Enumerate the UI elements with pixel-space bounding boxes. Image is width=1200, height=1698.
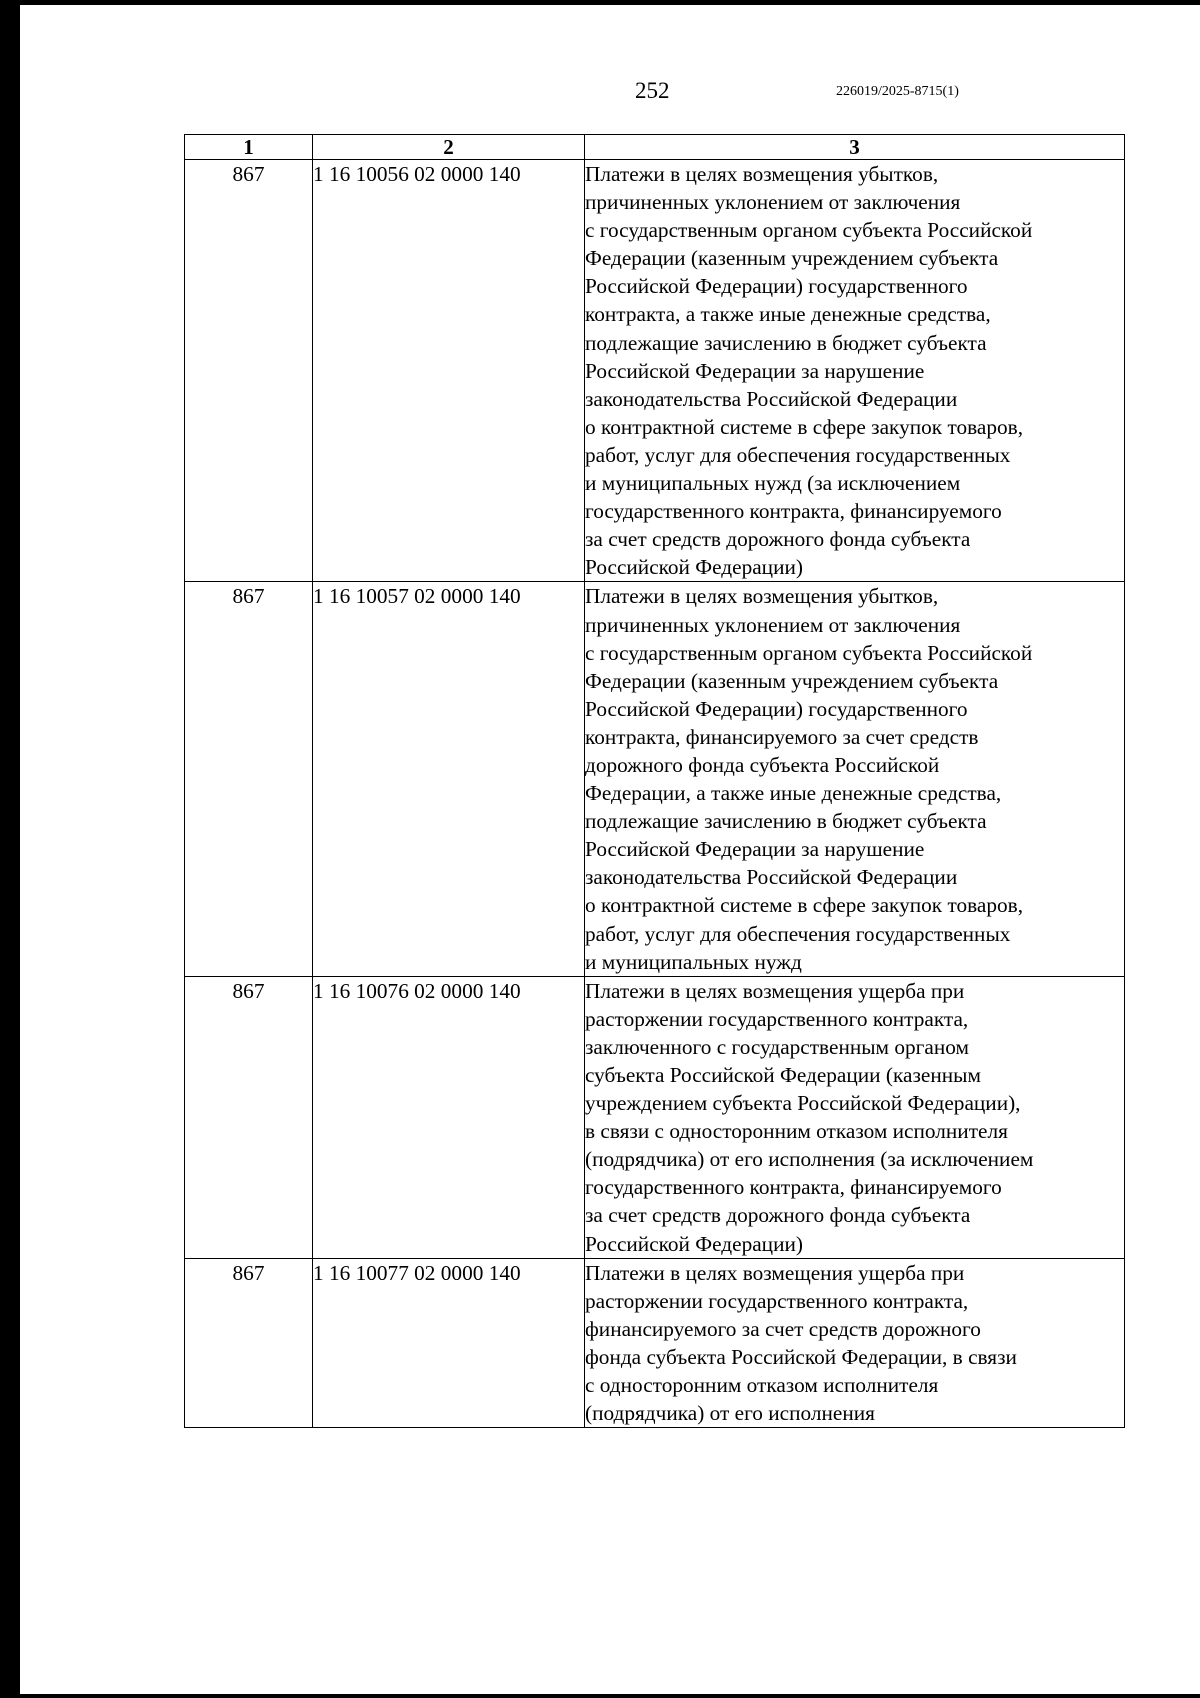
admin-code-cell: 867 bbox=[185, 1258, 313, 1428]
description-line: Российской Федерации) bbox=[585, 1231, 803, 1256]
table-row bbox=[185, 582, 1125, 976]
description-line: (подрядчика) от его исполнения (за исключением bbox=[585, 1147, 1034, 1172]
description-line: подлежащие зачислению в бюджет субъекта bbox=[585, 330, 987, 355]
document-id: 226019/2025-8715(1) bbox=[836, 84, 959, 99]
table-row bbox=[185, 1258, 1125, 1428]
admin-code-cell: 867 bbox=[185, 582, 313, 976]
description-line: заключенного с государственным органом bbox=[585, 1034, 969, 1059]
description-line: Платежи в целях возмещения ущерба при bbox=[585, 1260, 965, 1285]
kbk-code-cell: 1 16 10076 02 0000 140 bbox=[313, 976, 585, 1258]
description-cell bbox=[585, 582, 1125, 976]
description-line: государственного контракта, финансируемого bbox=[585, 499, 1002, 524]
description-line: в связи с односторонним отказом исполнителя bbox=[585, 1119, 1008, 1144]
description-line: Российской Федерации за нарушение bbox=[585, 837, 925, 862]
description-line: расторжении государственного контракта, bbox=[585, 1288, 969, 1313]
description-line: законодательства Российской Федерации bbox=[585, 386, 958, 411]
description-line: (подрядчика) от его исполнения bbox=[585, 1401, 875, 1426]
description-line: контракта, финансируемого за счет средств bbox=[585, 724, 979, 749]
column-header-1: 1 bbox=[185, 135, 313, 160]
kbk-code-cell: 1 16 10077 02 0000 140 bbox=[313, 1258, 585, 1428]
description-line: причиненных уклонением от заключения bbox=[585, 190, 961, 215]
description-line: и муниципальных нужд (за исключением bbox=[585, 471, 961, 496]
description-line: законодательства Российской Федерации bbox=[585, 865, 958, 890]
description-line: Федерации (казенным учреждением субъекта bbox=[585, 668, 999, 693]
budget-codes-table bbox=[184, 134, 1125, 1428]
admin-code-cell: 867 bbox=[185, 160, 313, 582]
admin-code-cell: 867 bbox=[185, 976, 313, 1258]
description-cell bbox=[585, 976, 1125, 1258]
description-line: работ, услуг для обеспечения государственных bbox=[585, 921, 1011, 946]
description-line: контракта, а также иные денежные средства, bbox=[585, 302, 991, 327]
description-line: причиненных уклонением от заключения bbox=[585, 612, 961, 637]
description-line: Платежи в целях возмещения убытков, bbox=[585, 584, 939, 609]
description-line: Российской Федерации) bbox=[585, 555, 803, 580]
description-line: подлежащие зачислению в бюджет субъекта bbox=[585, 809, 987, 834]
table-header-row bbox=[185, 135, 1125, 160]
description-line: субъекта Российской Федерации (казенным bbox=[585, 1063, 981, 1087]
kbk-code-cell: 1 16 10057 02 0000 140 bbox=[313, 582, 585, 976]
scan-border-top bbox=[0, 0, 1200, 5]
table-body bbox=[185, 160, 1125, 1428]
page-header bbox=[0, 78, 1200, 108]
scan-border-bottom bbox=[0, 1694, 1200, 1698]
description-line: расторжении государственного контракта, bbox=[585, 1006, 969, 1031]
description-line: о контрактной системе в сфере закупок товаров, bbox=[585, 893, 1024, 918]
kbk-code-cell: 1 16 10056 02 0000 140 bbox=[313, 160, 585, 582]
description-line: учреждением субъекта Российской Федерации), bbox=[585, 1091, 1021, 1116]
description-line: Платежи в целях возмещения ущерба при bbox=[585, 978, 965, 1003]
description-line: Российской Федерации за нарушение bbox=[585, 358, 925, 383]
description-line: Федерации (казенным учреждением субъекта bbox=[585, 246, 999, 271]
description-line: о контрактной системе в сфере закупок товаров, bbox=[585, 414, 1024, 439]
table-row bbox=[185, 160, 1125, 582]
scan-border-left bbox=[0, 0, 20, 1698]
description-cell bbox=[585, 1258, 1125, 1428]
description-line: за счет средств дорожного фонда субъекта bbox=[585, 1203, 971, 1228]
description-line: Российской Федерации) государственного bbox=[585, 274, 968, 299]
page-number: 252 bbox=[635, 78, 670, 103]
column-header-3: 3 bbox=[585, 135, 1125, 160]
description-line: за счет средств дорожного фонда субъекта bbox=[585, 527, 971, 552]
description-line: Российской Федерации) государственного bbox=[585, 696, 968, 721]
description-line: государственного контракта, финансируемого bbox=[585, 1175, 1002, 1200]
description-line: Платежи в целях возмещения убытков, bbox=[585, 162, 939, 186]
description-line: и муниципальных нужд bbox=[585, 949, 802, 974]
description-line: фонда субъекта Российской Федерации, в связи bbox=[585, 1344, 1017, 1369]
description-line: с государственным органом субъекта Российской bbox=[585, 218, 1033, 243]
description-line: дорожного фонда субъекта Российской bbox=[585, 752, 940, 777]
column-header-2: 2 bbox=[313, 135, 585, 160]
description-cell bbox=[585, 160, 1125, 582]
table-row bbox=[185, 976, 1125, 1258]
description-line: работ, услуг для обеспечения государственных bbox=[585, 442, 1011, 467]
description-line: с государственным органом субъекта Российской bbox=[585, 640, 1033, 665]
description-line: Федерации, а также иные денежные средства, bbox=[585, 781, 1002, 806]
description-line: с односторонним отказом исполнителя bbox=[585, 1373, 939, 1398]
description-line: финансируемого за счет средств дорожного bbox=[585, 1316, 981, 1341]
